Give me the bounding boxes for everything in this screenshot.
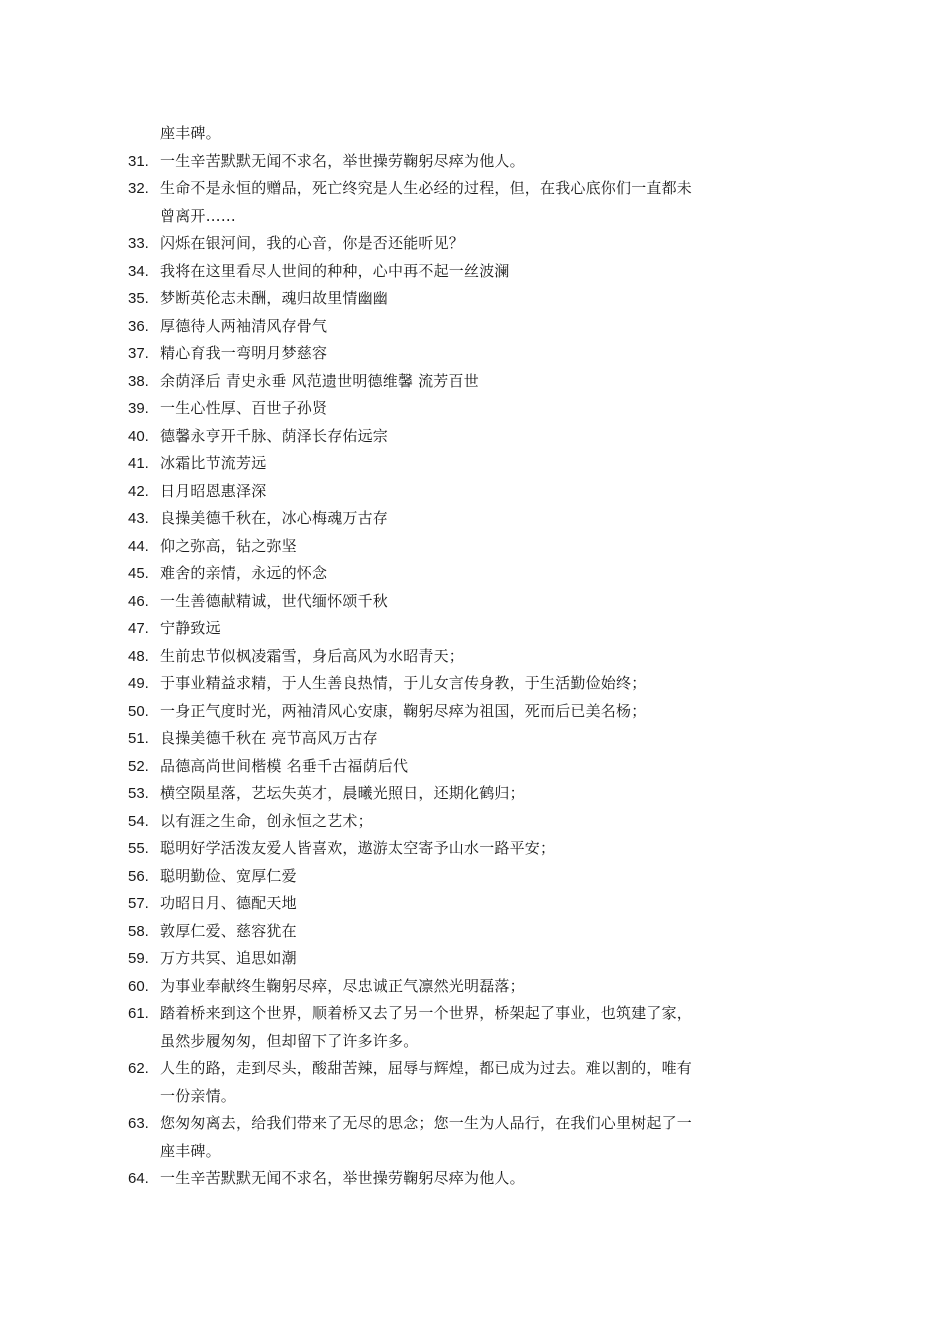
item-text: 品德高尚世间楷模 名垂千古福荫后代 [160, 756, 409, 775]
item-text: 为事业奉献终生鞠躬尽瘁，尽忠诚正气凛然光明磊落； [160, 976, 525, 995]
item-text: 宁静致远 [160, 619, 221, 637]
list-item [128, 863, 768, 891]
list-item [128, 450, 768, 478]
item-text: 人生的路，走到尽头，酸甜苦辣，屈辱与辉煌，都已成为过去。难以割的，唯有 [160, 1059, 693, 1077]
list-item [128, 148, 768, 176]
list-item [128, 698, 768, 726]
item-text: 一身正气度时光，两袖清风心安康，鞠躬尽瘁为祖国，死而后已美名杨； [160, 701, 647, 720]
item-number: 32. [128, 180, 149, 197]
list-item [128, 1138, 768, 1166]
item-text: 生命不是永恒的赠品，死亡终究是人生必经的过程，但，在我心底你们一直都未 [160, 179, 693, 197]
list-item [128, 1083, 768, 1111]
item-number: 39. [128, 400, 149, 417]
list-item [128, 808, 768, 836]
list-item [128, 918, 768, 946]
item-number: 35. [128, 290, 149, 307]
list-item [128, 780, 768, 808]
item-number: 56. [128, 867, 149, 885]
item-text: 仰之弥高，钻之弥坚 [160, 536, 297, 555]
item-number: 52. [128, 757, 149, 775]
item-text: 难舍的亲情，永远的怀念 [160, 564, 328, 582]
item-number: 37. [128, 345, 149, 362]
list-item [128, 1028, 768, 1056]
item-text: 一生心性厚、百世子孙贤 [160, 399, 328, 417]
list-item [128, 258, 768, 286]
item-text: 功昭日月、德配天地 [160, 894, 297, 912]
item-number: 38. [128, 372, 149, 390]
item-text: 余荫泽后 青史永垂 风范遗世明德维馨 流芳百世 [160, 371, 479, 390]
item-text: 日月昭恩惠泽深 [160, 481, 267, 500]
item-number: 45. [128, 565, 149, 582]
list-item [128, 368, 768, 396]
list-item [128, 230, 768, 258]
list-item [128, 395, 768, 423]
item-text: 一份亲情。 [160, 1086, 237, 1105]
item-text: 德馨永亨开千脉、荫泽长存佑远宗 [160, 426, 389, 445]
item-number: 48. [128, 647, 149, 665]
item-text: 梦断英伦志未酬，魂归故里情幽幽 [160, 289, 389, 307]
item-text: 踏着桥来到这个世界，顺着桥又去了另一个世界，桥架起了事业，也筑建了家， [160, 1004, 693, 1022]
item-text: 冰霜比节流芳远 [160, 454, 267, 472]
item-number: 51. [128, 730, 149, 747]
list-item [128, 1055, 768, 1083]
list-item [128, 533, 768, 561]
list-item [128, 1165, 768, 1193]
item-number: 34. [128, 262, 149, 280]
list-item [128, 753, 768, 781]
item-number: 55. [128, 840, 149, 857]
list-item [128, 285, 768, 313]
list-item [128, 1110, 768, 1138]
list-item [128, 643, 768, 671]
item-number: 47. [128, 620, 149, 637]
item-number: 49. [128, 675, 149, 692]
item-number: 63. [128, 1115, 149, 1132]
list-item [128, 973, 768, 1001]
item-number: 41. [128, 455, 149, 472]
list-item [128, 423, 768, 451]
list-item [128, 1000, 768, 1028]
item-text: 横空陨星落，艺坛失英才，晨曦光照日，还期化鹤归； [160, 784, 525, 802]
item-text: 闪烁在银河间，我的心音，你是否还能听见？ [160, 234, 465, 252]
item-number: 43. [128, 510, 149, 527]
item-number: 61. [128, 1005, 149, 1022]
list-item [128, 835, 768, 863]
document-body [128, 120, 768, 1193]
item-text: 您匆匆离去，给我们带来了无尽的思念；您一生为人品行，在我们心里树起了一 [160, 1114, 693, 1132]
item-text: 良操美德千秋在，冰心梅魂万古存 [160, 509, 389, 527]
item-number: 44. [128, 537, 149, 555]
item-text: 于事业精益求精，于人生善良热情，于儿女言传身教，于生活勤俭始终； [160, 674, 647, 692]
list-item [128, 615, 768, 643]
item-number: 36. [128, 317, 149, 335]
list-item [128, 725, 768, 753]
list-item [128, 890, 768, 918]
item-number: 57. [128, 895, 149, 912]
item-text: 生前忠节似枫凌霜雪，身后高风为水昭青天； [160, 646, 465, 665]
item-text: 厚德待人两袖清风存骨气 [160, 316, 328, 335]
item-text: 一生辛苦默默无闻不求名，举世操劳鞠躬尽瘁为他人。 [160, 151, 525, 170]
item-text: 一生善德献精诚，世代缅怀颂千秋 [160, 591, 389, 610]
list-item [128, 340, 768, 368]
item-number: 58. [128, 922, 149, 940]
list-item [128, 203, 768, 231]
list-item [128, 313, 768, 341]
list-item [128, 175, 768, 203]
item-text: 曾离开…… [160, 206, 237, 225]
item-number: 46. [128, 592, 149, 610]
list-item [128, 670, 768, 698]
list-item [128, 560, 768, 588]
item-number: 53. [128, 785, 149, 802]
item-text: 一生辛苦默默无闻不求名，举世操劳鞠躬尽瘁为他人。 [160, 1169, 525, 1187]
item-number: 40. [128, 427, 149, 445]
item-number: 42. [128, 482, 149, 500]
item-number: 64. [128, 1170, 149, 1187]
item-text: 虽然步履匆匆，但却留下了许多许多。 [160, 1031, 419, 1050]
item-number: 50. [128, 702, 149, 720]
item-number: 60. [128, 977, 149, 995]
item-number: 54. [128, 812, 149, 830]
item-number: 62. [128, 1060, 149, 1077]
list-item [128, 505, 768, 533]
item-number: 31. [128, 152, 149, 170]
list-item [128, 588, 768, 616]
item-number: 33. [128, 235, 149, 252]
item-text: 以有涯之生命，创永恒之艺术； [160, 811, 373, 830]
item-text: 良操美德千秋在 亮节高风万古存 [160, 729, 378, 747]
item-text: 座丰碑。 [160, 1141, 221, 1160]
item-text: 聪明好学活泼友爱人皆喜欢，遨游太空寄予山水一路平安； [160, 839, 556, 857]
list-item [128, 120, 768, 148]
item-number: 59. [128, 950, 149, 967]
list-item [128, 478, 768, 506]
item-text: 精心育我一弯明月梦慈容 [160, 344, 328, 362]
item-text: 座丰碑。 [160, 124, 221, 142]
item-text: 我将在这里看尽人世间的种种，心中再不起一丝波澜 [160, 261, 510, 280]
item-text: 敦厚仁爱、慈容犹在 [160, 921, 297, 940]
item-text: 聪明勤俭、宽厚仁爱 [160, 866, 297, 885]
list-item [128, 945, 768, 973]
item-text: 万方共冥、追思如潮 [160, 949, 297, 967]
